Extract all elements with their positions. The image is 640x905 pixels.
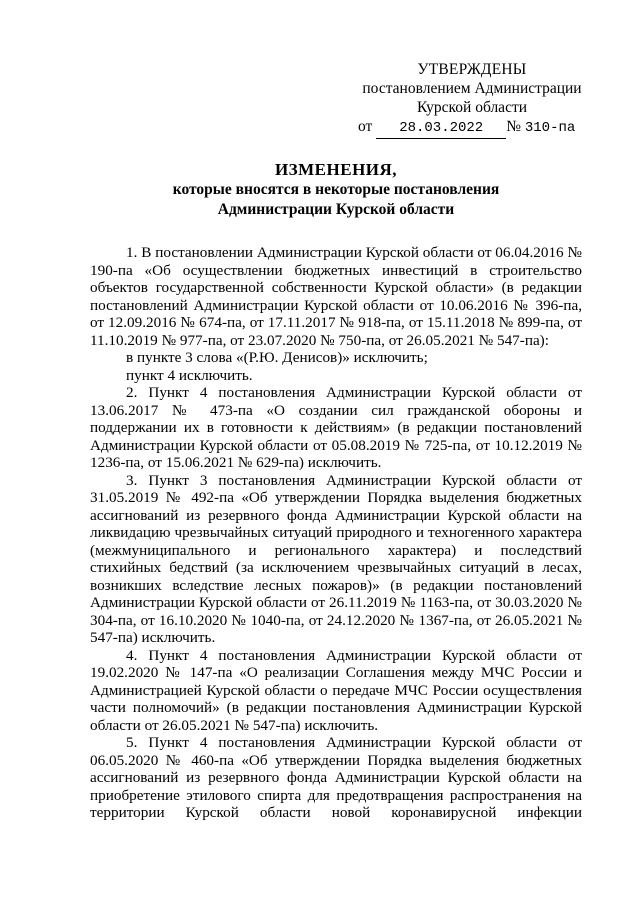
paragraph-1-sub-1: в пункте 3 слова «(Р.Ю. Денисов)» исключить; [126, 349, 428, 366]
approval-heading: УТВЕРЖДЕНЫ [417, 61, 527, 78]
paragraph-4: 4. Пункт 4 постановления Администрации Курской области от 19.02.2020 № 147-па «О реализации Соглашения между МЧС России и Администрацией Курской области о передаче МЧС России осуществления части полномочий» (в редакции постановления Администрации Курской области от 26.05.2021 № 547-па) исключить. [90, 646, 582, 734]
approval-date-value: 28.03.2022 [376, 119, 506, 139]
paragraph-1: 1. В постановлении Администрации Курской области от 06.04.2016 № 190-па «Об осуществлении бюджетных инвестиций в строительство объектов государственной собственности Курской области» (в редакции постановлений Администрации Курской области от 10.06.2016 № 396-па, от 12.09.2016 № 674-па, от 17.11.2017 № 918-па, от 15.11.2018 № 899-па, от 11.10.2019 № 977-па, от 23.07.2020 № 750-па, от 26.05.2021 № 547-па): [90, 244, 582, 349]
title-line-2: которые вносятся в некоторые постановления [172, 181, 500, 198]
paragraph-1-sub-2: пункт 4 исключить. [126, 366, 253, 384]
title-line-3: Администрации Курской области [217, 201, 455, 218]
approval-number-label: № [506, 118, 521, 135]
approval-from-label: от [358, 118, 373, 135]
title-line-1: ИЗМЕНЕНИЯ, [274, 160, 398, 179]
document-body [90, 244, 582, 822]
approval-date-line [358, 117, 598, 139]
paragraph-2: 2. Пункт 4 постановления Администрации Курской области от 13.06.2017 № 473-па «О создании сил гражданской обороны и поддержании их в готовности к действиям» (в редакции постановлений Администрации Курской области от 05.08.2019 № 725-па, от 10.12.2019 № 1236-па, от 15.06.2021 № 629-па) исключить. [90, 384, 582, 471]
paragraph-3: 3. Пункт 3 постановления Администрации Курской области от 31.05.2019 № 492-па «Об утверждении Порядка выделения бюджетных ассигнований из резервного фонда Администрации Курской области на ликвидацию чрезвычайных ситуаций природного и техногенного характера (межмуниципального и регионального характера) и последствий стихийных бедствий (за исключением чрезвычайных ситуаций в лесах, возникших вследствие лесных пожаров)» (в редакции постановлений Администрации Курской области от 26.11.2019 № 1163-па, от 30.03.2020 № 304-па, от 16.10.2020 № 1040-па, от 24.12.2020 № 1367-па, от 26.05.2021 № 547-па) исключить. [90, 471, 582, 646]
approval-line-1: постановлением Администрации [362, 80, 582, 97]
approval-line-2: Курской области [416, 99, 528, 116]
document-title [90, 160, 582, 220]
approval-stamp [352, 60, 592, 136]
approval-number-value: 310-па [524, 120, 576, 136]
paragraph-5: 5. Пункт 4 постановления Администрации Курской области от 06.05.2020 № 460-па «Об утверждении Порядка выделения бюджетных ассигнований из резервного фонда Администрации Курской области на приобретение этилового спирта для предотвращения распространения на территории Курской области новой коронавирусной инфекции [90, 734, 582, 821]
